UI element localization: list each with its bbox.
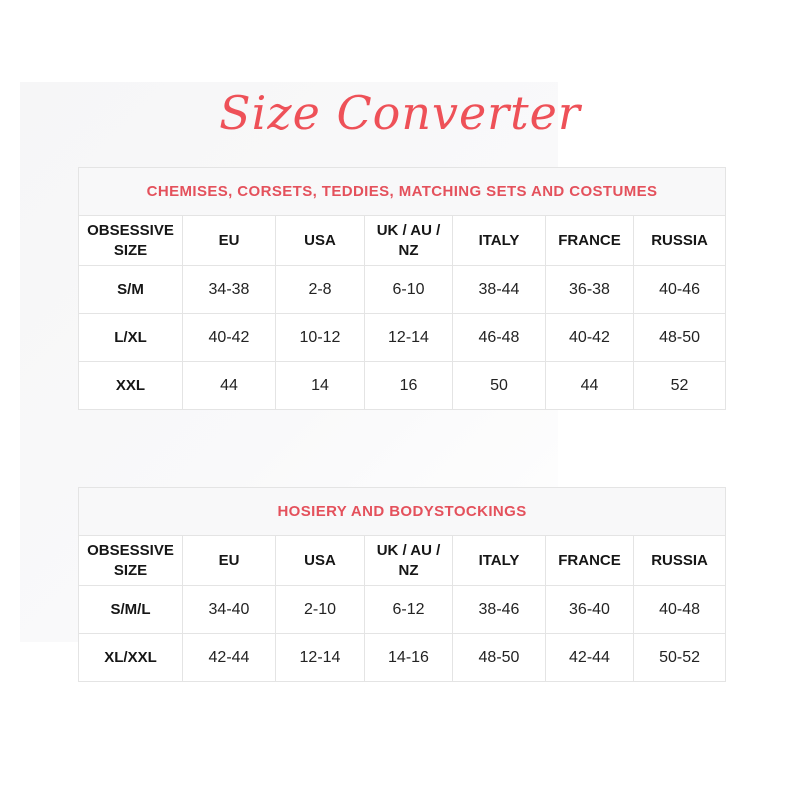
column-header-russia: RUSSIA: [634, 216, 726, 266]
table-header-row: [79, 216, 726, 266]
size-value: 34-40: [183, 586, 276, 634]
row-label: S/M: [79, 266, 183, 314]
column-header-usa: USA: [276, 216, 365, 266]
size-value: 38-46: [453, 586, 546, 634]
row-label: S/M/L: [79, 586, 183, 634]
size-value: 44: [183, 362, 276, 410]
table-row: [79, 634, 726, 682]
column-header-obsessive-size: OBSESSIVE SIZE: [79, 216, 183, 266]
column-header-uk-au-nz: UK / AU / NZ: [365, 536, 453, 586]
size-value: 2-8: [276, 266, 365, 314]
column-header-usa: USA: [276, 536, 365, 586]
column-header-uk-au-nz: UK / AU / NZ: [365, 216, 453, 266]
size-value: 2-10: [276, 586, 365, 634]
table-caption-row: [79, 488, 726, 536]
size-value: 40-42: [183, 314, 276, 362]
size-value: 14-16: [365, 634, 453, 682]
size-value: 34-38: [183, 266, 276, 314]
size-value: 36-40: [546, 586, 634, 634]
size-value: 12-14: [365, 314, 453, 362]
table-row: [79, 314, 726, 362]
size-value: 12-14: [276, 634, 365, 682]
size-value: 14: [276, 362, 365, 410]
table-caption: CHEMISES, CORSETS, TEDDIES, MATCHING SETS AND COSTUMES: [79, 168, 726, 216]
size-value: 40-48: [634, 586, 726, 634]
size-value: 48-50: [634, 314, 726, 362]
table-row: [79, 362, 726, 410]
row-label: XXL: [79, 362, 183, 410]
column-header-russia: RUSSIA: [634, 536, 726, 586]
size-value: 50-52: [634, 634, 726, 682]
size-value: 6-12: [365, 586, 453, 634]
size-value: 46-48: [453, 314, 546, 362]
size-value: 48-50: [453, 634, 546, 682]
size-value: 36-38: [546, 266, 634, 314]
column-header-france: FRANCE: [546, 216, 634, 266]
hosiery-bodystockings-size-table: [78, 487, 726, 682]
table-row: [79, 266, 726, 314]
column-header-eu: EU: [183, 216, 276, 266]
page-title: Size Converter: [219, 86, 581, 140]
size-value: 40-46: [634, 266, 726, 314]
table-header-row: [79, 536, 726, 586]
column-header-italy: ITALY: [453, 536, 546, 586]
column-header-france: FRANCE: [546, 536, 634, 586]
size-value: 52: [634, 362, 726, 410]
table-caption: HOSIERY AND BODYSTOCKINGS: [79, 488, 726, 536]
column-header-obsessive-size: OBSESSIVE SIZE: [79, 536, 183, 586]
column-header-italy: ITALY: [453, 216, 546, 266]
size-value: 42-44: [546, 634, 634, 682]
chemises-corsets-size-table: [78, 167, 726, 410]
table-row: [79, 586, 726, 634]
table-caption-row: [79, 168, 726, 216]
size-value: 44: [546, 362, 634, 410]
size-value: 50: [453, 362, 546, 410]
size-value: 10-12: [276, 314, 365, 362]
size-value: 40-42: [546, 314, 634, 362]
size-value: 16: [365, 362, 453, 410]
size-value: 42-44: [183, 634, 276, 682]
size-value: 38-44: [453, 266, 546, 314]
row-label: L/XL: [79, 314, 183, 362]
column-header-eu: EU: [183, 536, 276, 586]
row-label: XL/XXL: [79, 634, 183, 682]
size-value: 6-10: [365, 266, 453, 314]
